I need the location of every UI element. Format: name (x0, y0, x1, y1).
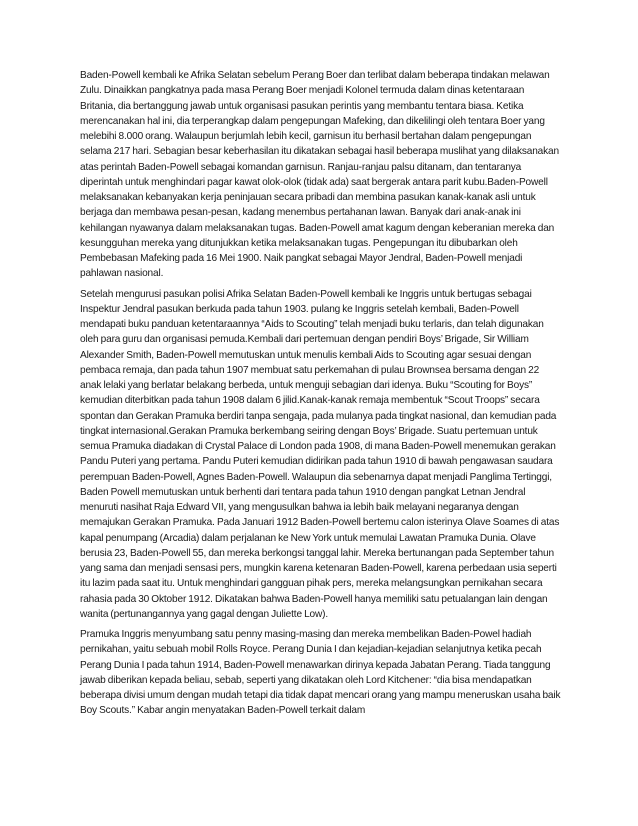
paragraph-boer-war-mafeking: Baden-Powell kembali ke Afrika Selatan sebelum Perang Boer dan terlibat dalam beberapa tindakan melawan Zulu. Dinaikkan pangkatnya pada masa Perang Boer menjadi Kolonel termuda dalam dinas ketentaraan Britania, dia bertanggung jawab untuk organisasi pasukan perintis yang membantu tentara biasa. Ketika merencanakan hal ini, dia terperangkap dalam pengepungan Mafeking, dan dikelilingi oleh tentara Boer yang melebihi 8.000 orang. Walaupun berjumlah lebih kecil, garnisun itu berhasil bertahan dalam pengepungan selama 217 hari. Sebagian besar keberhasilan itu dikatakan sebagai hasil beberapa muslihat yang dilaksanakan atas perintah Baden-Powell sebagai komandan garnisun. Ranjau-ranjau palsu ditanam, dan tentaranya diperintah untuk menghindari pagar kawat olok-olok (tidak ada) saat bergerak antara parit kubu.Baden-Powell melaksanakan kebanyakan kerja peninjauan secara pribadi dan membina pasukan kanak-kanak asli untuk berjaga dan membawa pesan-pesan, kadang menembus pertahanan lawan. Banyak dari anak-anak ini kehilangan nyawanya dalam melaksanakan tugas. Baden-Powell amat kagum dengan keberanian mereka dan kesungguhan mereka yang ditunjukkan ketika melaksanakan tugas. Pengepungan itu dibubarkan oleh Pembebasan Mafeking pada 16 Mei 1900. Naik pangkat sebagai Mayor Jendral, Baden-Powell menjadi pahlawan nasional. (80, 70, 559, 280)
paragraph-world-war-one: Pramuka Inggris menyumbang satu penny masing-masing dan mereka membelikan Baden-Powel hadiah pernikahan, yaitu sebuah mobil Rolls Royce. Perang Dunia I dan kejadian-kejadian selanjutnya ketika pecah Perang Dunia I pada tahun 1914, Baden-Powell menawarkan dirinya kepada Jabatan Perang. Tiada tanggung jawab diberikan kepada beliau, sebab, seperti yang dikatakan oleh Lord Kitchener: “dia bisa mendapatkan beberapa divisi umum dengan mudah tetapi dia tidak dapat mencari orang yang mampu meneruskan usaha baik Boy Scouts.” Kabar angin menyatakan Baden-Powell terkait dalam (80, 629, 561, 717)
document-body (80, 68, 562, 724)
paragraph-scouting-founding: Setelah mengurusi pasukan polisi Afrika Selatan Baden-Powell kembali ke Inggris untuk bertugas sebagai Inspektur Jendral pasukan berkuda pada tahun 1903. pulang ke Inggris setelah kembali, Baden-Powell mendapati buku panduan ketentaraannya “Aids to Scouting” telah menjadi buku terlaris, dan telah digunakan oleh para guru dan organisasi pemuda.Kembali dari pertemuan dengan pendiri Boys’ Brigade, Sir William Alexander Smith, Baden-Powell memutuskan untuk menulis kembali Aids to Scouting agar sesuai dengan pembaca remaja, dan pada tahun 1907 membuat satu perkemahan di pulau Brownsea bersama dengan 22 anak lelaki yang berlatar belakang berbeda, untuk menguji sebagian dari idenya. Buku “Scouting for Boys” kemudian diterbitkan pada tahun 1908 dalam 6 jilid.Kanak-kanak remaja membentuk “Scout Troops” secara spontan dan Gerakan Pramuka berdiri tanpa sengaja, pada mulanya pada tingkat nasional, dan kemudian pada tingkat internasional.Gerakan Pramuka berkembang seiring dengan Boys’ Brigade. Suatu pertemuan untuk semua Pramuka diadakan di Crystal Palace di London pada 1908, di mana Baden-Powell menemukan gerakan Pandu Puteri yang pertama. Pandu Puteri kemudian didirikan pada tahun 1910 di bawah pengawasan saudara perempuan Baden-Powell, Agnes Baden-Powell. Walaupun dia sebenarnya dapat menjadi Panglima Tertinggi, Baden Powell memutuskan untuk berhenti dari tentara pada tahun 1910 dengan pangkat Letnan Jendral menuruti nasihat Raja Edward VII, yang mengusulkan bahwa ia lebih baik melayani negaranya dengan memajukan Gerakan Pramuka. Pada Januari 1912 Baden-Powell bertemu calon isterinya Olave Soames di atas kapal penumpang (Arcadia) dalam perjalanan ke New York untuk memulai Lawatan Pramuka Dunia. Olave berusia 23, Baden-Powell 55, dan mereka berkongsi tanggal lahir. Mereka bertunangan pada September tahun yang sama dan menjadi sensasi pers, mungkin karena ketenaran Baden-Powell, karena perbedaan usia seperti itu lazim pada saat itu. Untuk menghindari gangguan pihak pers, mereka melangsungkan pernikahan secara rahasia pada 30 Oktober 1912. Dikatakan bahwa Baden-Powell hanya memiliki satu petualangan lain dengan wanita (pertunangannya yang gagal dengan Juliette Low). (80, 288, 560, 620)
